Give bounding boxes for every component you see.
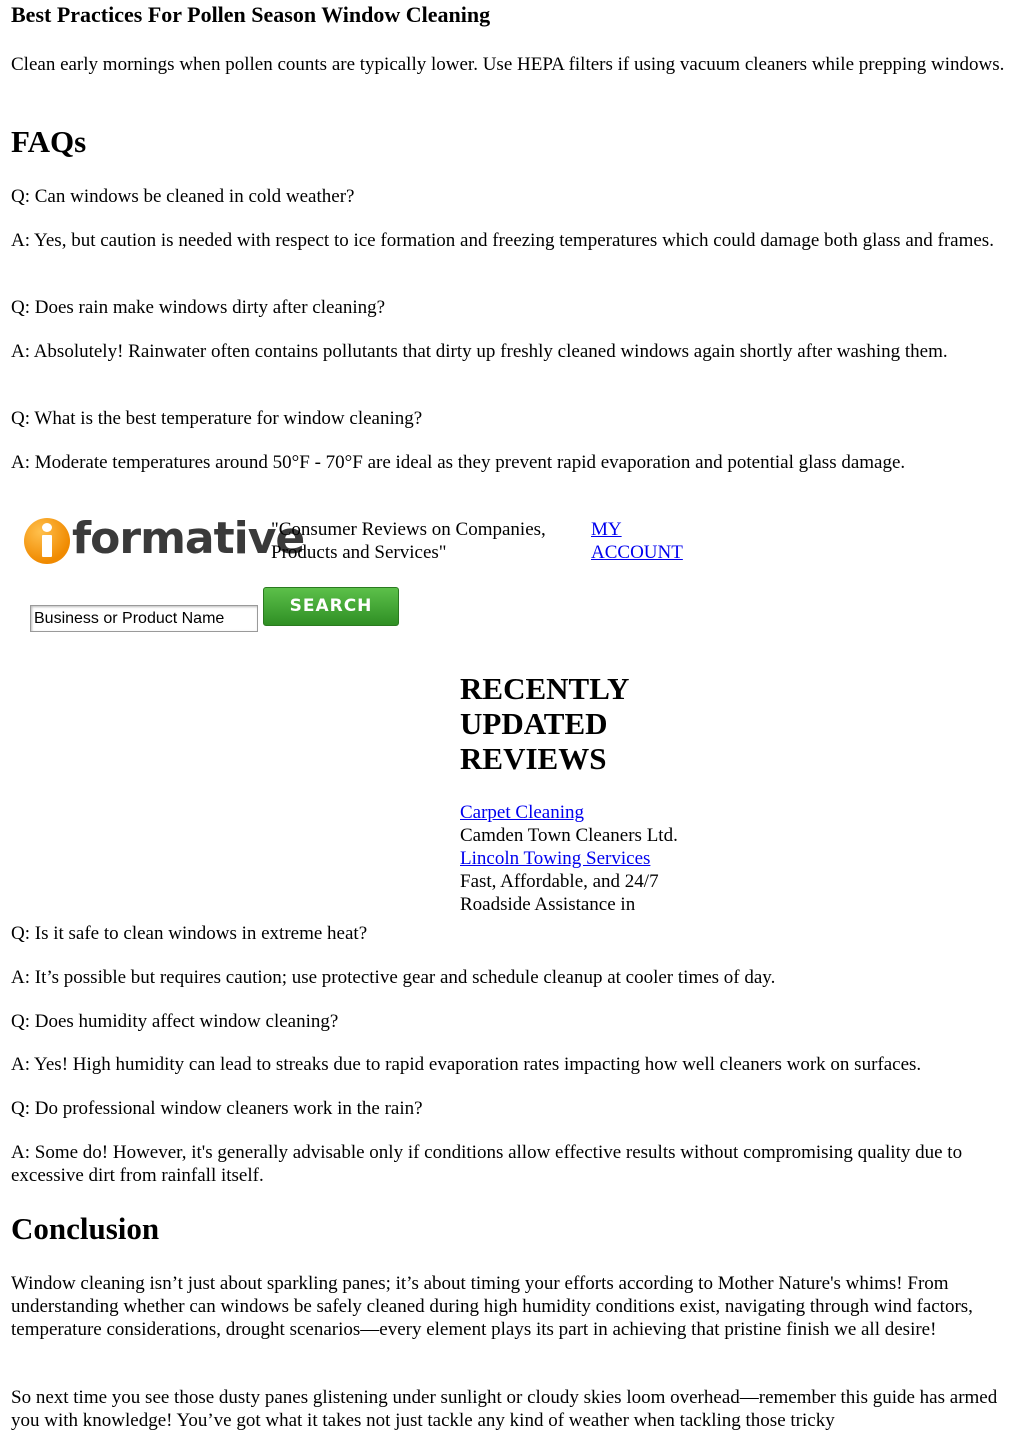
logo-i-icon bbox=[24, 518, 70, 564]
review-link-carpet-cleaning[interactable]: Carpet Cleaning bbox=[460, 802, 584, 823]
faq-question: Q: Does rain make windows dirty after cleaning? bbox=[11, 297, 386, 318]
faq-answer: A: Moderate temperatures around 50°F - 70°F are ideal as they prevent rapid evaporation and potential glass damage. bbox=[11, 452, 906, 473]
review-description: Camden Town Cleaners Ltd. bbox=[460, 825, 678, 846]
my-account-link[interactable]: MY ACCOUNT bbox=[591, 519, 683, 563]
faq-question: Q: Can windows be cleaned in cold weather? bbox=[11, 186, 355, 207]
faq-answer: A: Yes! High humidity can lead to streaks due to rapid evaporation rates impacting how well cleaners work on surfaces. bbox=[11, 1054, 922, 1075]
faq-answer: A: It’s possible but requires caution; use protective gear and schedule cleanup at cooler times of day. bbox=[11, 967, 776, 988]
account-container bbox=[591, 518, 701, 564]
pollen-heading: Best Practices For Pollen Season Window Cleaning bbox=[11, 2, 491, 27]
review-description: Fast, Affordable, and 24/7 Roadside Assistance in bbox=[460, 871, 659, 915]
recent-reviews-list bbox=[460, 801, 690, 916]
logo-text: formative bbox=[72, 513, 305, 564]
widget-tagline: "Consumer Reviews on Companies, Products and Services" bbox=[271, 519, 546, 563]
recent-reviews-panel bbox=[460, 671, 760, 915]
faq-answer: A: Some do! However, it's generally advisable only if conditions allow effective results without compromising quality due to excessive dirt from rainfall itself. bbox=[11, 1142, 963, 1186]
recent-reviews-title: RECENTLY UPDATED REVIEWS bbox=[460, 671, 629, 776]
list-item bbox=[460, 801, 690, 824]
faqs-heading: FAQs bbox=[11, 124, 87, 159]
search-input[interactable] bbox=[30, 605, 258, 632]
faq-answer: A: Yes, but caution is needed with respect to ice formation and freezing temperatures which could damage both glass and frames. bbox=[11, 230, 994, 251]
iformative-logo bbox=[24, 513, 305, 568]
conclusion-heading: Conclusion bbox=[11, 1211, 160, 1246]
conclusion-paragraph: So next time you see those dusty panes glistening under sunlight or cloudy skies loom overhead—remember this guide has armed you with knowledge! You’ve got what it takes not just tackle any kind of weather when tackling those tricky bbox=[11, 1387, 998, 1431]
faq-question: Q: What is the best temperature for window cleaning? bbox=[11, 408, 423, 429]
faq-question: Q: Do professional window cleaners work in the rain? bbox=[11, 1098, 423, 1119]
faq-question: Q: Does humidity affect window cleaning? bbox=[11, 1011, 339, 1032]
pollen-text: Clean early mornings when pollen counts are typically lower. Use HEPA filters if using vacuum cleaners while prepping windows. bbox=[11, 54, 1005, 75]
faq-answer: A: Absolutely! Rainwater often contains pollutants that dirty up freshly cleaned windows again shortly after washing them. bbox=[11, 341, 948, 362]
faq-question: Q: Is it safe to clean windows in extreme heat? bbox=[11, 923, 368, 944]
search-button[interactable]: SEARCH bbox=[263, 587, 399, 626]
conclusion-paragraph: Window cleaning isn’t just about sparkling panes; it’s about timing your efforts according to Mother Nature's whims! From understanding whether can windows be safely cleaned during high humidity conditions exist, navigating through wind factors, temperature considerations, drought scenarios—every element plays its part in achieving that pristine finish we all desire! bbox=[11, 1273, 973, 1340]
list-item bbox=[460, 847, 690, 870]
review-link-lincoln-towing[interactable]: Lincoln Towing Services bbox=[460, 848, 651, 869]
